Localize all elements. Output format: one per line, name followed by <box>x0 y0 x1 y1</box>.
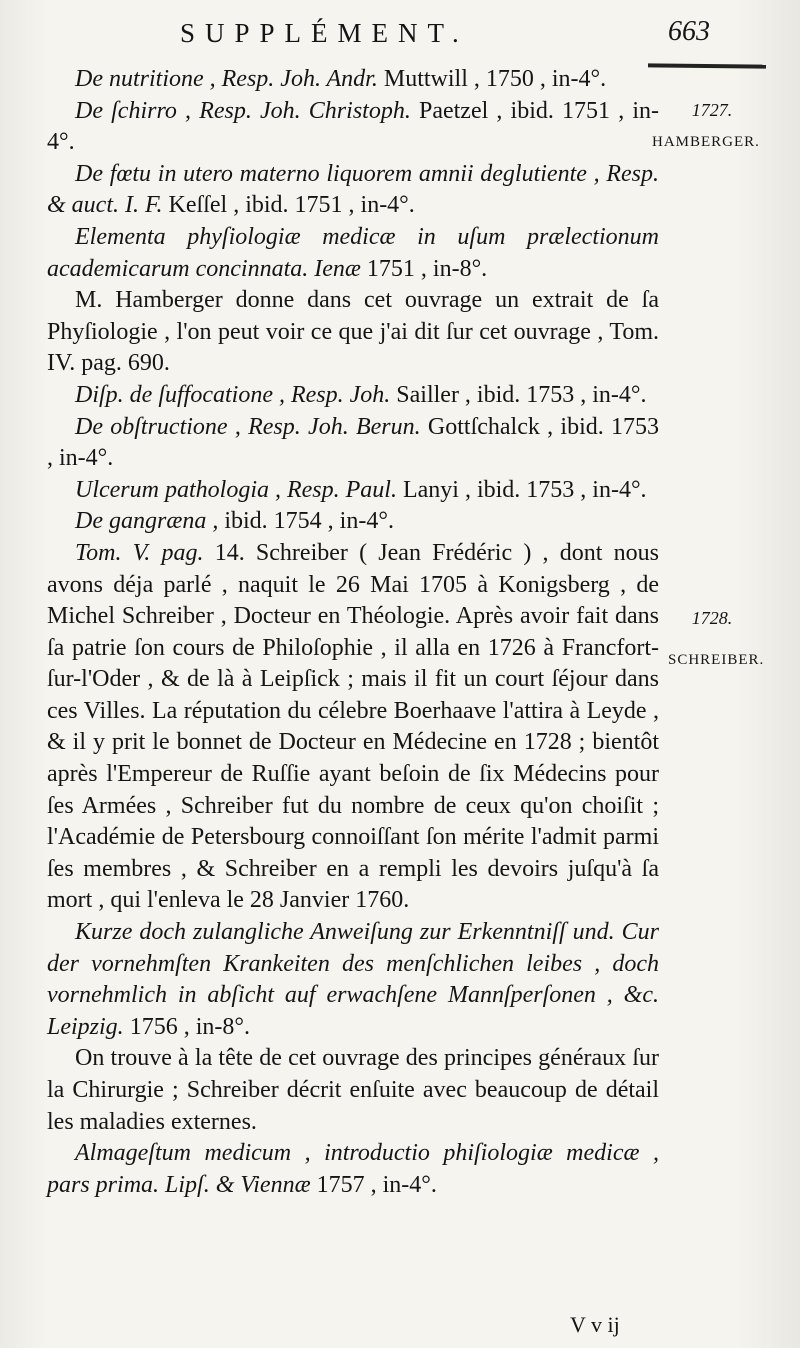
bibliography-entry: Almageſtum medicum , introductio phiſiologiæ medicæ , pars prima. Lipſ. & Viennæ 1757 , in-4°. <box>47 1140 659 1198</box>
bibliography-entry: Ulcerum pathologia , Resp. Paul. Lanyi , ibid. 1753 , in-4°. <box>75 476 647 503</box>
page-number: 663 <box>668 16 710 47</box>
running-header: SUPPLÉMENT. <box>180 18 469 48</box>
signature-mark: V v ij <box>570 1312 620 1337</box>
bibliography-entry: De ſchirro , Resp. Joh. Christoph. Paetzel , ibid. 1751 , in-4°. <box>47 97 659 156</box>
biography-paragraph: Tom. V. pag. 14. Schreiber ( Jean Frédéric ) , dont nous avons déja parlé , naquit le 26 Mai 1705 à Konigsberg , de Michel Schreiber , Docteur en Théologie. Après avoir fait dans ſa patrie ſon cours de Philoſophie , il alla en 1726 à Francfort-ſur-l'Oder , & de là à Leipſick ; mais il fit un court ſéjour dans ces Villes. La réputation du célebre Boerhaave l'attira à Leyde , & il y prit le bonnet de Docteur en Médecine en 1728 ; bientôt après l'Empereur de Ruſſie ayant beſoin de ſix Médecins pour ſes Armées , Schreiber fut du nombre de ceux qu'on choiſit ; l'Académie de Petersbourg connoiſſant ſon mérite l'admit parmi ſes membres , & Schreiber en a rempli les devoirs juſqu'à ſa mort , qui l'enleva le 28 Janvier 1760. <box>47 539 659 914</box>
bibliography-entry: Kurze doch zulangliche Anweiſung zur Erkenntniſſ und. Cur der vornehmſten Krankeiten des menſchlichen leibes , doch vornehmlich in abſicht auf erwachſene Mannſperſonen , &c. Leipzig. 1756 , in-8°. <box>47 919 659 1040</box>
bibliography-entry: Diſp. de ſuffocatione , Resp. Joh. Sailler , ibid. 1753 , in-4°. <box>75 381 647 408</box>
bibliography-entry: Elementa phyſiologiæ medicæ in uſum prælectionum academicarum concinnata. Ienæ 1751 , in-8°. <box>47 223 659 282</box>
margin-year: 1727. <box>691 100 733 120</box>
header-rule <box>648 63 766 68</box>
commentary-paragraph: On trouve à la tête de cet ouvrage des principes généraux ſur la Chirurgie ; Schreiber décrit enſuite avec beaucoup de détail les maladies externes. <box>47 1045 659 1135</box>
commentary-paragraph: M. Hamberger donne dans cet ouvrage un extrait de ſa Phyſiologie , l'on peut voir ce que j'ai dit ſur cet ouvrage , Tom. IV. pag. 690. <box>47 287 659 377</box>
bibliography-entry: De fœtu in utero materno liquorem amnii deglutiente , Resp. & auct. I. F. Keſſel , ibid. 1751 , in-4°. <box>47 160 659 219</box>
bibliography-entry: De nutritione , Resp. Joh. Andr. Muttwill , 1750 , in-4°. <box>75 66 607 92</box>
margin-year: 1728. <box>691 608 733 628</box>
bibliography-entry: De gangræna , ibid. 1754 , in-4°. <box>75 508 394 535</box>
margin-name: HAMBERGER. <box>652 134 760 150</box>
main-text-column <box>47 64 659 1201</box>
bibliography-entry: De obſtructione , Resp. Joh. Berun. Gottſchalck , ibid. 1753 , in-4°. <box>47 413 660 472</box>
margin-name: SCHREIBER. <box>668 652 765 668</box>
